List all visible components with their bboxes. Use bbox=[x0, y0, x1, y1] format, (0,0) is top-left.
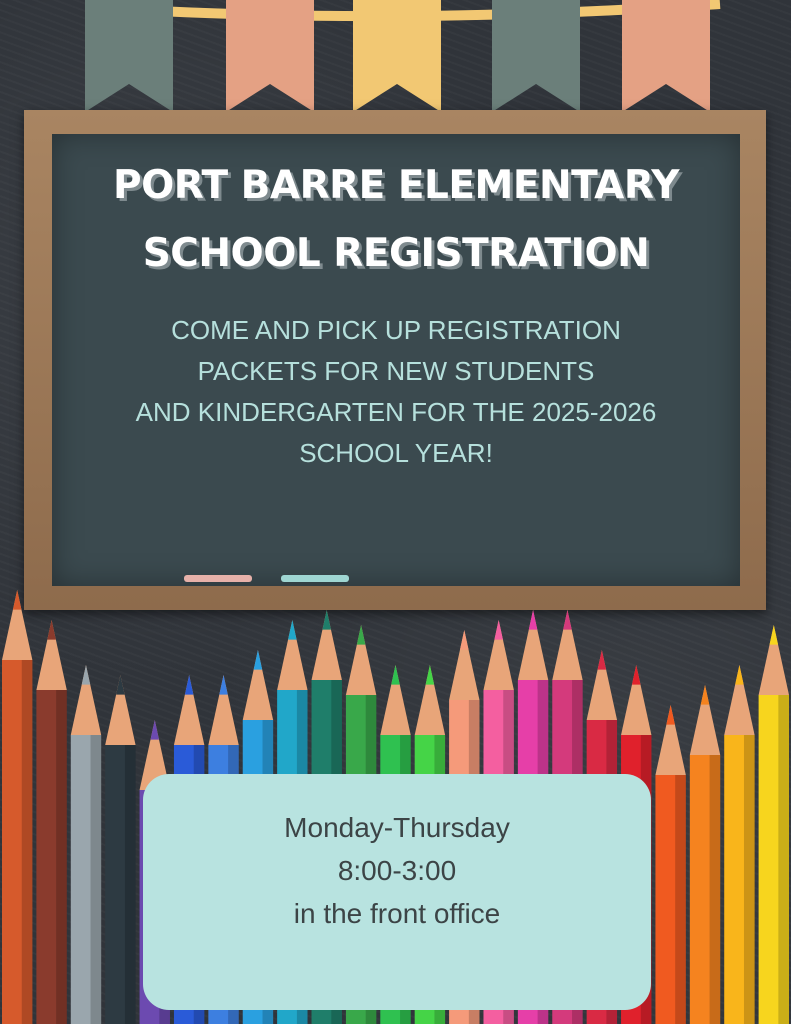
chalkboard bbox=[52, 134, 740, 586]
message-line-4: SCHOOL YEAR! bbox=[299, 438, 493, 468]
message-line-3: AND KINDERGARTEN FOR THE 2025-2026 bbox=[135, 397, 657, 427]
schedule-days: Monday-Thursday bbox=[284, 812, 510, 843]
pencil bbox=[105, 675, 135, 1024]
bunting-flag bbox=[353, 0, 441, 112]
title-line-1: PORT BARRE ELEMENTARY bbox=[112, 163, 679, 208]
bunting-flag bbox=[622, 0, 710, 112]
pencil bbox=[655, 705, 685, 1024]
bunting-flag bbox=[226, 0, 314, 112]
pencil bbox=[690, 685, 720, 1024]
title-line-2: SCHOOL REGISTRATION bbox=[142, 231, 650, 276]
pencil bbox=[71, 665, 101, 1024]
schedule-card bbox=[143, 774, 651, 1010]
page-title bbox=[52, 152, 740, 288]
registration-message bbox=[52, 310, 740, 474]
pencil bbox=[724, 665, 754, 1024]
schedule-location: in the front office bbox=[293, 898, 501, 929]
chalkboard-frame bbox=[24, 110, 766, 610]
pencil bbox=[36, 620, 66, 1024]
schedule-hours: 8:00-3:00 bbox=[337, 855, 457, 886]
message-line-1: COME AND PICK UP REGISTRATION bbox=[171, 315, 621, 345]
pencil bbox=[2, 590, 32, 1024]
bunting-flag bbox=[492, 0, 580, 112]
bunting-flag bbox=[85, 0, 173, 112]
message-line-2: PACKETS FOR NEW STUDENTS bbox=[197, 356, 595, 386]
pencil bbox=[759, 625, 789, 1024]
